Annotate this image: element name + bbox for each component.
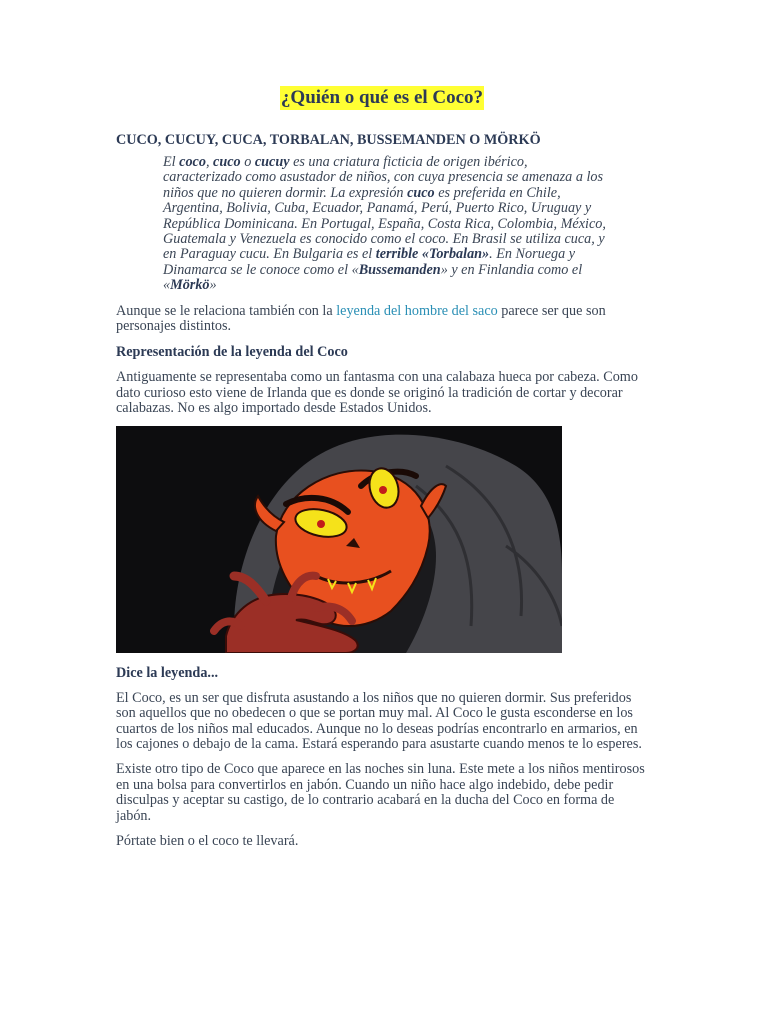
creature-pupil-right [379, 486, 387, 494]
paragraph-representation: Antiguamente se representaba como un fantasma con una calabaza hueca por cabeza. Como dato curioso esto viene de Irlanda que es donde se originó la tradición de cortar y decorar calabazas. No es algo importado desde Estados Unidos. [116, 369, 638, 417]
quote-text: El [163, 154, 180, 170]
blockquote-definition [163, 155, 609, 294]
paragraph-legend-1: El Coco, es un ser que disfruta asustando a los niños que no quieren dormir. Sus preferidos son aquellos que no obedecen o que se portan muy mal. Al Coco le gusta esconderse en los cuartos de los niños mal educados. Aunque no lo deseas podrías encontrarlo en armarios, en los cajones o debajo de la cama. Estará esperando para asustarte cuando menos te lo esperes. [116, 689, 642, 752]
link-hombre-del-saco[interactable]: leyenda del hombre del saco [336, 302, 498, 319]
document-page [116, 86, 648, 849]
quote-text: » [209, 277, 217, 294]
paragraph-legend-2: Existe otro tipo de Coco que aparece en las noches sin luna. Este mete a los niños mentirosos en una bolsa para convertirlos en jabón. Cuando un niño hace algo indebido, debe pedir disculpas y aceptar su castigo, de lo contrario acabará en la ducha del Coco en forma de jabón. [116, 761, 645, 824]
page-title: ¿Quién o qué es el Coco? [280, 87, 484, 108]
quote-bold-cuco-2: cuco [407, 184, 435, 201]
quote-bold-coco: coco [179, 154, 206, 170]
quote-text: es una criatura ficticia de origen ibérico, caracterizado como asustador de niños, con cuya presencia se amenaza a los niños que no quieren dormir. La expresión [163, 154, 604, 201]
heading-representation: Representación de la leyenda del Coco [116, 344, 348, 361]
section-heading: CUCO, CUCUY, CUCA, TORBALAN, BUSSEMANDEN O MÖRKÖ [116, 132, 541, 148]
quote-text: o [240, 154, 255, 170]
paragraph-relation [116, 304, 648, 335]
coco-illustration [116, 426, 562, 653]
quote-text: , [205, 154, 214, 170]
heading-legend: Dice la leyenda... [116, 664, 219, 681]
quote-bold-morko: Mörkö [170, 277, 210, 294]
title-wrap [116, 86, 648, 110]
quote-bold-torbalan: terrible «Torbalan» [375, 246, 490, 263]
creature-pupil-left [317, 520, 325, 528]
paragraph-closing: Pórtate bien o el coco te llevará. [116, 832, 299, 849]
quote-bold-bussemanden: Bussemanden [358, 261, 441, 278]
quote-text: » y en Finlandia como el « [163, 261, 583, 294]
paragraph-text: parece ser que son personajes distintos. [116, 302, 606, 335]
paragraph-text: Aunque se le relaciona también con la [116, 302, 337, 319]
quote-text: . En Noruega y Dinamarca se le conoce como el « [163, 246, 576, 278]
quote-text: es preferida en Chile, Argentina, Bolivia, Cuba, Ecuador, Panamá, Perú, Puerto Rico, Uruguay y República Dominicana. En Portugal, España, Costa Rica, Colombia, México, Guatemala y Venezuela es conocido como el coco. En Brasil se utiliza cuca, y en Paraguay cucu. En Bulgaria es el [163, 184, 606, 263]
quote-bold-cucuy: cucuy [254, 154, 290, 170]
quote-bold-cuco: cuco [213, 154, 241, 170]
